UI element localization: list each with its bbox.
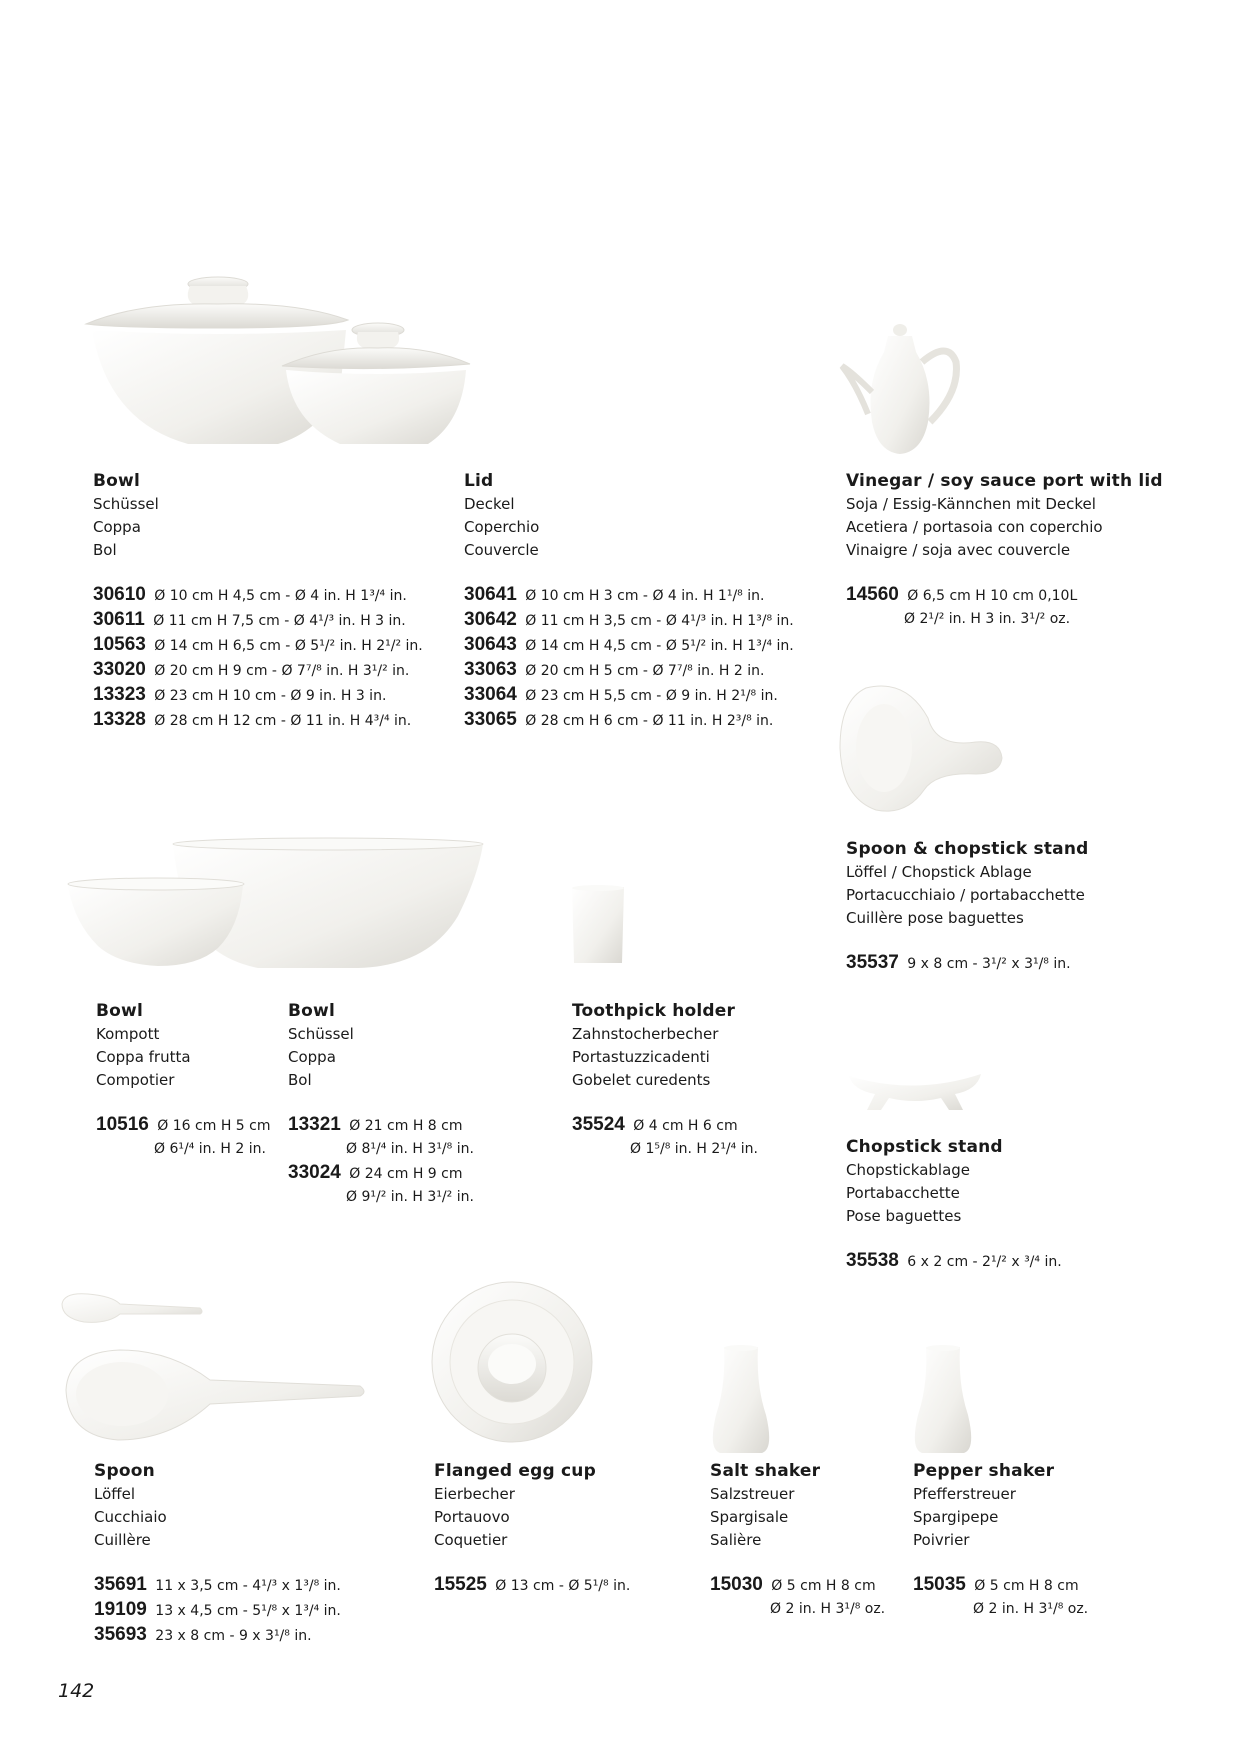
- spec-metric: Ø 28 cm H 12 cm -: [154, 713, 286, 729]
- article-code: 30611: [93, 609, 145, 630]
- name-it: Portacucchiaio / portabacchette: [846, 886, 1085, 904]
- spec-row: [93, 608, 423, 633]
- spec-row: [93, 658, 423, 683]
- spec-size: 11 x 3,5 cm - 4¹/³ x 1³/⁸ in.: [155, 1578, 341, 1594]
- spec-row: [464, 633, 794, 658]
- name-it: Portastuzzicadenti: [572, 1048, 710, 1066]
- spec-imperial: Ø 2 in. H 3¹/⁸ oz.: [973, 1601, 1089, 1617]
- spoon-stand-block: [846, 838, 1089, 976]
- chopstick-stand-block: [846, 1136, 1062, 1274]
- spoon-stand-image: [836, 678, 1006, 818]
- spec-metric: Ø 20 cm H 5 cm -: [525, 663, 648, 679]
- egg-cup-block: [434, 1460, 630, 1598]
- bowls-image: [68, 836, 488, 971]
- spec-row: [464, 583, 794, 608]
- spec-imperial: Ø 2¹/² in. H 3 in. 3¹/² oz.: [904, 611, 1071, 627]
- salt-shaker-block: [710, 1460, 885, 1621]
- spec-row: [288, 1161, 474, 1186]
- spec-imperial: Ø 11 in. H 2³/⁸ in.: [652, 713, 774, 729]
- spec-metric: Ø 16 cm H 5 cm: [157, 1118, 271, 1134]
- spec-row: [93, 633, 423, 658]
- name-de: Deckel: [464, 495, 515, 513]
- spec-size: Ø 13 cm - Ø 5¹/⁸ in.: [495, 1578, 631, 1594]
- product-title: Bowl: [93, 471, 140, 491]
- article-code: 35524: [572, 1114, 625, 1135]
- spec-size: 6 x 2 cm - 2¹/² x ³/⁴ in.: [907, 1254, 1062, 1270]
- spec-metric: Ø 5 cm H 8 cm: [771, 1578, 876, 1594]
- spec-row: [93, 583, 423, 608]
- article-code: 33020: [93, 659, 146, 680]
- toothpick-holder-image: [568, 885, 628, 965]
- lid-block: [464, 470, 794, 733]
- name-fr: Salière: [710, 1531, 762, 1549]
- product-title: Toothpick holder: [572, 1001, 736, 1021]
- spec-row: [94, 1623, 341, 1648]
- spec-imperial: Ø 4 in. H 1³/⁴ in.: [294, 588, 407, 604]
- article-code: 33024: [288, 1162, 341, 1183]
- spec-imperial: Ø 5¹/² in. H 2¹/² in.: [294, 638, 423, 654]
- spec-imperial: Ø 9¹/² in. H 3¹/² in.: [346, 1189, 474, 1205]
- article-code: 35693: [94, 1624, 147, 1645]
- article-code: 35691: [94, 1574, 147, 1595]
- spec-metric: Ø 10 cm H 3 cm -: [525, 588, 648, 604]
- product-title: Pepper shaker: [913, 1461, 1055, 1481]
- product-title: Spoon: [94, 1461, 155, 1481]
- spec-imperial: Ø 7⁷/⁸ in. H 2 in.: [652, 663, 765, 679]
- egg-cup-image: [428, 1280, 596, 1445]
- name-de: Eierbecher: [434, 1485, 515, 1503]
- article-code: 13323: [93, 684, 146, 705]
- spec-row: [96, 1113, 271, 1138]
- article-code: 33063: [464, 659, 517, 680]
- vinegar-block: [846, 470, 1163, 631]
- spec-row: [93, 683, 423, 708]
- article-code: 35537: [846, 952, 899, 973]
- spec-row: [94, 1598, 341, 1623]
- product-title: Bowl: [96, 1001, 143, 1021]
- spec-metric: Ø 14 cm H 6,5 cm -: [154, 638, 291, 654]
- spec-row: [93, 708, 423, 733]
- spec-row: [710, 1573, 885, 1598]
- spec-row: [94, 1573, 341, 1598]
- article-code: 13328: [93, 709, 146, 730]
- name-it: Portabacchette: [846, 1184, 960, 1202]
- name-it: Coppa: [288, 1048, 336, 1066]
- bowl-kompott-block: [96, 1000, 271, 1161]
- article-code: 15030: [710, 1574, 763, 1595]
- spec-row: [96, 1138, 271, 1161]
- name-fr: Bol: [288, 1071, 312, 1089]
- article-code: 30643: [464, 634, 517, 655]
- name-it: Spargisale: [710, 1508, 789, 1526]
- spec-metric: Ø 24 cm H 9 cm: [349, 1166, 463, 1182]
- spec-row: [434, 1573, 630, 1598]
- name-it: Portauovo: [434, 1508, 510, 1526]
- spec-row: [288, 1186, 474, 1209]
- spec-imperial: Ø 7⁷/⁸ in. H 3¹/² in.: [281, 663, 410, 679]
- spec-metric: Ø 11 cm H 3,5 cm -: [525, 613, 662, 629]
- spec-metric: Ø 21 cm H 8 cm: [349, 1118, 463, 1134]
- spec-imperial: Ø 11 in. H 4³/⁴ in.: [290, 713, 412, 729]
- name-it: Cucchiaio: [94, 1508, 167, 1526]
- spec-metric: Ø 23 cm H 10 cm -: [154, 688, 286, 704]
- spec-metric: Ø 5 cm H 8 cm: [974, 1578, 1079, 1594]
- name-fr: Coquetier: [434, 1531, 508, 1549]
- spec-row: [572, 1138, 758, 1161]
- article-code: 15525: [434, 1574, 487, 1595]
- spoon-block: [94, 1460, 341, 1648]
- article-code: 33064: [464, 684, 517, 705]
- spec-imperial: Ø 5¹/² in. H 1³/⁴ in.: [665, 638, 794, 654]
- pepper-shaker-image: [908, 1345, 978, 1455]
- product-title: Chopstick stand: [846, 1137, 1003, 1157]
- spec-imperial: Ø 4¹/³ in. H 1³/⁸ in.: [665, 613, 794, 629]
- product-title: Flanged egg cup: [434, 1461, 596, 1481]
- spec-imperial: Ø 8¹/⁴ in. H 3¹/⁸ in.: [346, 1141, 474, 1157]
- name-de: Soja / Essig-Kännchen mit Deckel: [846, 495, 1096, 513]
- article-code: 10516: [96, 1114, 149, 1135]
- spec-imperial: Ø 4 in. H 1¹/⁸ in.: [652, 588, 765, 604]
- spec-row: [846, 1249, 1062, 1274]
- pepper-shaker-block: [913, 1460, 1088, 1621]
- article-code: 35538: [846, 1250, 899, 1271]
- product-title: Spoon & chopstick stand: [846, 839, 1089, 859]
- article-code: 19109: [94, 1599, 147, 1620]
- spec-row: [464, 658, 794, 683]
- spec-size: 9 x 8 cm - 3¹/² x 3¹/⁸ in.: [907, 956, 1071, 972]
- bowl-large-block: [288, 1000, 474, 1209]
- spec-row: [846, 951, 1089, 976]
- name-fr: Couvercle: [464, 541, 539, 559]
- spec-row: [464, 608, 794, 633]
- spec-metric: Ø 20 cm H 9 cm -: [154, 663, 277, 679]
- spec-metric: Ø 14 cm H 4,5 cm -: [525, 638, 662, 654]
- product-title: Salt shaker: [710, 1461, 821, 1481]
- name-it: Acetiera / portasoia con coperchio: [846, 518, 1103, 536]
- name-it: Coperchio: [464, 518, 540, 536]
- spec-imperial: Ø 4¹/³ in. H 3 in.: [293, 613, 406, 629]
- article-code: 10563: [93, 634, 146, 655]
- chopstick-stand-image: [845, 1070, 985, 1120]
- name-fr: Pose baguettes: [846, 1207, 962, 1225]
- spoons-image: [60, 1290, 370, 1460]
- spec-size: 13 x 4,5 cm - 5¹/⁸ x 1³/⁴ in.: [155, 1603, 341, 1619]
- spec-row: [464, 708, 794, 733]
- name-de: Zahnstocherbecher: [572, 1025, 719, 1043]
- product-title: Vinegar / soy sauce port with lid: [846, 471, 1163, 491]
- article-code: 30642: [464, 609, 517, 630]
- spec-imperial: Ø 9 in. H 2¹/⁸ in.: [665, 688, 778, 704]
- spec-imperial: Ø 2 in. H 3¹/⁸ oz.: [770, 1601, 886, 1617]
- name-fr: Cuillère pose baguettes: [846, 909, 1024, 927]
- name-de: Salzstreuer: [710, 1485, 795, 1503]
- name-it: Spargipepe: [913, 1508, 999, 1526]
- name-de: Schüssel: [288, 1025, 354, 1043]
- name-it: Coppa frutta: [96, 1048, 191, 1066]
- spec-row: [913, 1598, 1088, 1621]
- name-de: Löffel: [94, 1485, 136, 1503]
- name-fr: Poivrier: [913, 1531, 970, 1549]
- spec-row: [846, 608, 1163, 631]
- spec-imperial: Ø 9 in. H 3 in.: [290, 688, 387, 704]
- spec-size: 23 x 8 cm - 9 x 3¹/⁸ in.: [155, 1628, 312, 1644]
- spec-metric: Ø 11 cm H 7,5 cm -: [153, 613, 290, 629]
- article-code: 15035: [913, 1574, 966, 1595]
- name-fr: Cuillère: [94, 1531, 151, 1549]
- page-number: 142: [58, 1680, 95, 1702]
- spec-metric: Ø 28 cm H 6 cm -: [525, 713, 648, 729]
- spec-imperial: Ø 6¹/⁴ in. H 2 in.: [154, 1141, 266, 1157]
- article-code: 14560: [846, 584, 899, 605]
- name-fr: Gobelet curedents: [572, 1071, 711, 1089]
- name-fr: Vinaigre / soja avec couvercle: [846, 541, 1071, 559]
- name-de: Pfefferstreuer: [913, 1485, 1016, 1503]
- name-de: Schüssel: [93, 495, 159, 513]
- product-title: Lid: [464, 471, 494, 491]
- name-fr: Bol: [93, 541, 117, 559]
- spec-row: [288, 1113, 474, 1138]
- covered-bowls-image: [78, 272, 478, 457]
- spec-row: [288, 1138, 474, 1161]
- name-fr: Compotier: [96, 1071, 175, 1089]
- vinegar-pot-image: [838, 322, 978, 457]
- spec-row: [710, 1598, 885, 1621]
- article-code: 13321: [288, 1114, 341, 1135]
- spec-metric: Ø 4 cm H 6 cm: [633, 1118, 738, 1134]
- name-it: Coppa: [93, 518, 141, 536]
- spec-row: [913, 1573, 1088, 1598]
- spec-metric: Ø 10 cm H 4,5 cm -: [154, 588, 291, 604]
- name-de: Löffel / Chopstick Ablage: [846, 863, 1032, 881]
- spec-row: [572, 1113, 758, 1138]
- spec-metric: Ø 23 cm H 5,5 cm -: [525, 688, 662, 704]
- spec-imperial: Ø 1⁵/⁸ in. H 2¹/⁴ in.: [630, 1141, 758, 1157]
- product-title: Bowl: [288, 1001, 335, 1021]
- article-code: 33065: [464, 709, 517, 730]
- spec-metric: Ø 6,5 cm H 10 cm 0,10L: [907, 588, 1078, 604]
- salt-shaker-image: [706, 1345, 776, 1455]
- toothpick-block: [572, 1000, 758, 1161]
- name-de: Kompott: [96, 1025, 160, 1043]
- article-code: 30641: [464, 584, 517, 605]
- name-de: Chopstickablage: [846, 1161, 971, 1179]
- spec-row: [464, 683, 794, 708]
- bowl-block: [93, 470, 423, 733]
- article-code: 30610: [93, 584, 146, 605]
- spec-row: [846, 583, 1163, 608]
